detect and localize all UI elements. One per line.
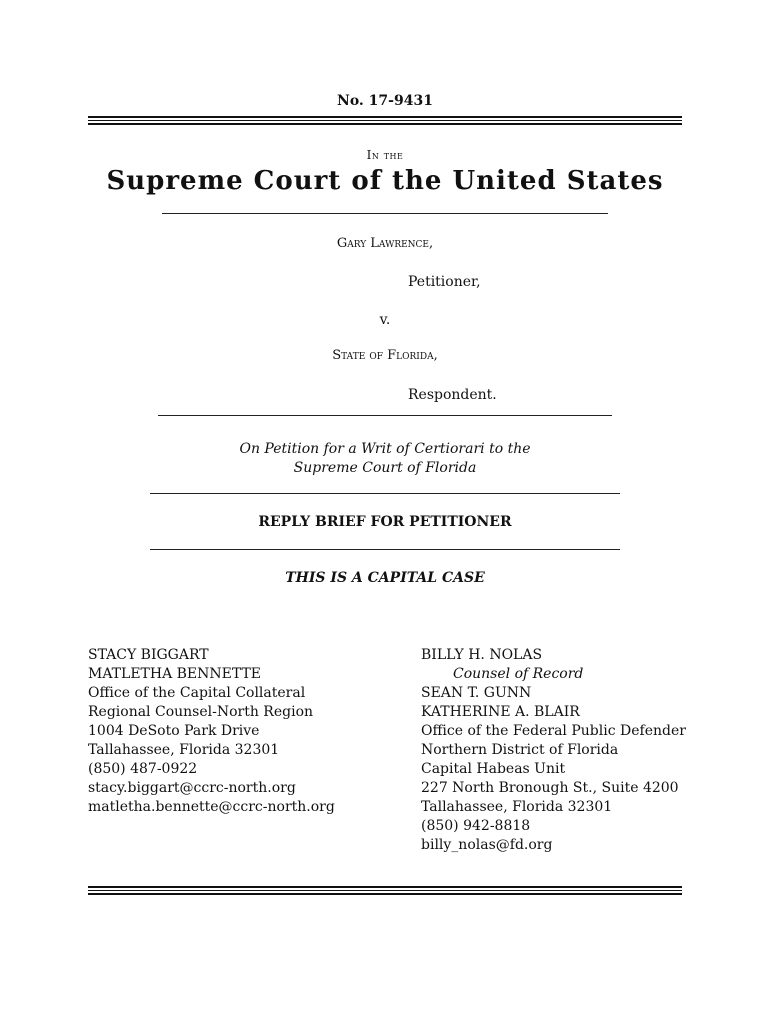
right-counsel-block [421, 646, 686, 855]
counsel-line: billy_nolas@fd.org [421, 837, 553, 853]
counsel-of-record-label: Counsel of Record [453, 666, 584, 682]
top-triple-rule [88, 116, 682, 127]
counsel-line: Tallahassee, Florida 32301 [421, 799, 613, 815]
petition-line-2: Supreme Court of Florida [293, 460, 477, 476]
counsel-line: MATLETHA BENNETTE [88, 666, 262, 682]
petitioner-role: Petitioner, [408, 274, 481, 290]
counsel-line: Office of the Capital Collateral [88, 685, 306, 701]
docket-number: No. 17-9431 [337, 93, 433, 109]
counsel-line: matletha.bennette@ccrc-north.org [88, 799, 335, 815]
counsel-line: Tallahassee, Florida 32301 [88, 742, 280, 758]
divider [158, 415, 612, 416]
counsel-line: Office of the Federal Public Defender [421, 723, 686, 739]
counsel-line: Capital Habeas Unit [421, 761, 566, 777]
counsel-line: STACY BIGGART [88, 647, 209, 663]
respondent-name: State of Florida, [332, 348, 438, 363]
counsel-line: (850) 942-8818 [421, 818, 531, 834]
capital-case-notice: THIS IS A CAPITAL CASE [285, 570, 485, 586]
versus: v. [379, 312, 391, 328]
counsel-line: Regional Counsel-North Region [88, 704, 314, 720]
counsel-line: 227 North Bronough St., Suite 4200 [421, 780, 679, 796]
brief-title: REPLY BRIEF FOR PETITIONER [258, 514, 512, 530]
in-the-label: In the [366, 148, 404, 162]
counsel-of-record-name: BILLY H. NOLAS [421, 647, 543, 663]
counsel-line: stacy.biggart@ccrc-north.org [88, 780, 296, 796]
counsel-line: SEAN T. GUNN [421, 685, 532, 701]
divider [162, 213, 608, 214]
counsel-line: (850) 487-0922 [88, 761, 198, 777]
left-counsel-block [88, 646, 335, 817]
petition-line-1: On Petition for a Writ of Certiorari to the [239, 441, 531, 457]
counsel-line: Northern District of Florida [421, 742, 619, 758]
court-name: Supreme Court of the United States [106, 166, 664, 196]
petitioner-name: Gary Lawrence, [336, 236, 434, 251]
counsel-line: KATHERINE A. BLAIR [421, 704, 580, 720]
bottom-triple-rule [88, 886, 682, 897]
respondent-role: Respondent. [408, 387, 497, 403]
counsel-line: 1004 DeSoto Park Drive [88, 723, 260, 739]
divider [150, 549, 620, 550]
divider [150, 493, 620, 494]
